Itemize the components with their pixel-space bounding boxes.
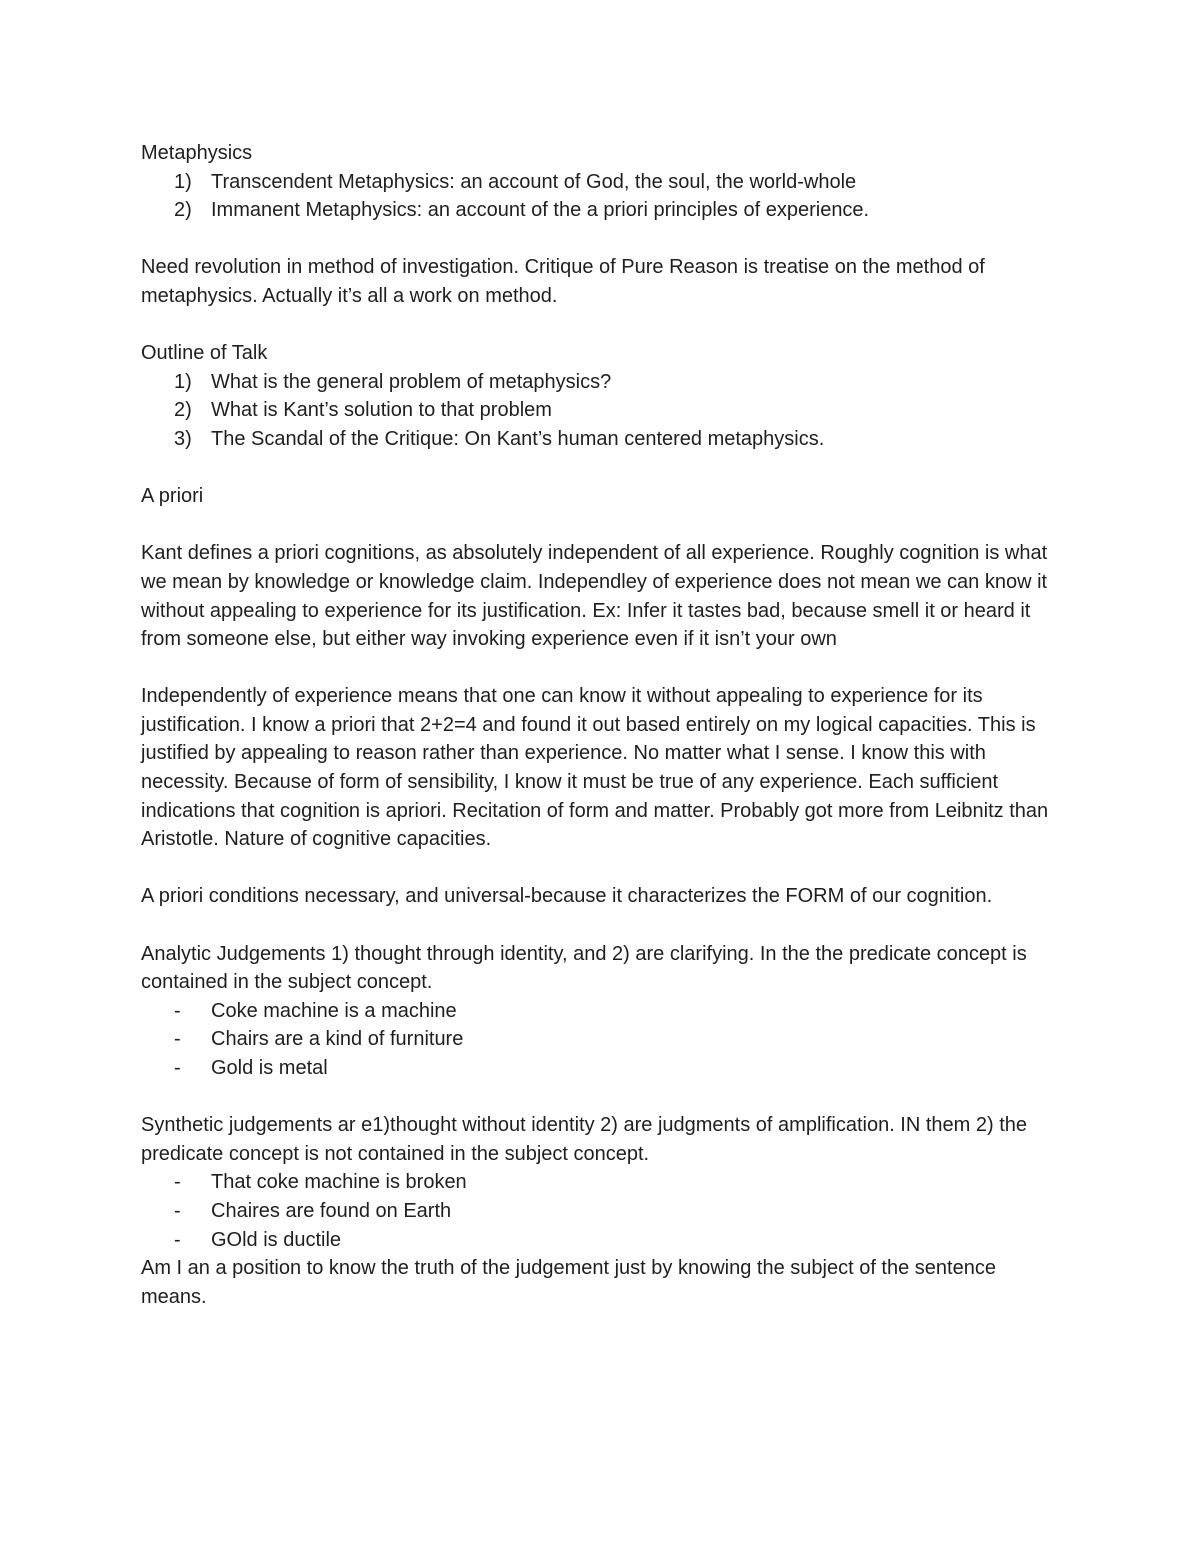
list-item [141, 1025, 1061, 1054]
metaphysics-list [141, 168, 1061, 225]
list-item-text: Gold is metal [211, 1057, 328, 1079]
list-item [141, 1054, 1061, 1083]
list-item-text: GOld is ductile [211, 1228, 342, 1251]
document-body [141, 139, 1061, 1311]
outline-heading: Outline of Talk [141, 342, 268, 365]
synthetic-intro: Synthetic judgements ar e1)thought without identity 2) are judgments of amplification. IN them 2) the predicate concept is not contained in the subject concept. [141, 1114, 1028, 1165]
list-marker: - [174, 1057, 181, 1079]
a-priori-paragraph-2: Independently of experience means that one can know it without appealing to experience for its justification. I know a priori that 2+2=4 and found it out based entirely on my logical capacities. This is justified by appealing to reason rather than experience. No matter what I sense. I know this with necessity. Because of form of sensibility, I know it must be true of any experience. Each sufficient indications that cognition is apriori. Recitation of form and matter. Probably got more from Leibnitz than Aristotle. Nature of cognitive capacities. [141, 685, 1049, 851]
a-priori-paragraph-1: Kant defines a priori cognitions, as absolutely independent of all experience. Roughly cognition is what we mean by knowledge or knowledge claim. Independley of experience does not mean we can know it without appealing to experience for its justification. Ex: Infer it tastes bad, because smell it or heard it from someone else, but either way invoking experience even if it isn’t your own [141, 542, 1048, 651]
list-marker: 3) [174, 427, 192, 450]
list-marker: 1) [174, 170, 192, 193]
list-marker: - [174, 1228, 181, 1251]
list-item [141, 1226, 1061, 1255]
list-item [141, 368, 1061, 397]
list-item-text: Chaires are found on Earth [211, 1199, 452, 1222]
list-item [141, 196, 1061, 225]
list-item [141, 997, 1061, 1026]
list-item-text: That coke machine is broken [211, 1171, 467, 1194]
list-item-text: Chairs are a kind of furniture [211, 1028, 464, 1051]
list-marker: 2) [174, 399, 192, 422]
list-item-text: What is the general problem of metaphysics? [211, 370, 612, 393]
a-priori-paragraph-3: A priori conditions necessary, and universal-because it characterizes the FORM of our cognition. [141, 885, 993, 908]
list-item-text: Transcendent Metaphysics: an account of God, the soul, the world-whole [211, 170, 857, 193]
spacer [141, 1083, 1061, 1112]
spacer [141, 454, 1061, 483]
analytic-examples-list [141, 997, 1061, 1083]
list-item-text: Immanent Metaphysics: an account of the a priori principles of experience. [211, 199, 870, 222]
spacer [141, 654, 1061, 683]
spacer [141, 911, 1061, 940]
list-marker: - [174, 1171, 181, 1194]
spacer [141, 311, 1061, 340]
revolution-paragraph: Need revolution in method of investigation. Critique of Pure Reason is treatise on the method of metaphysics. Actually it’s all a work on method. [141, 256, 985, 307]
list-item [141, 1168, 1061, 1197]
list-item [141, 168, 1061, 197]
list-item [141, 425, 1061, 454]
synthetic-examples-list [141, 1168, 1061, 1254]
spacer [141, 511, 1061, 540]
list-marker: 2) [174, 199, 192, 222]
spacer [141, 225, 1061, 254]
list-marker: - [174, 1199, 181, 1222]
list-item [141, 1197, 1061, 1226]
list-item-text: The Scandal of the Critique: On Kant’s human centered metaphysics. [211, 427, 825, 450]
list-marker: 1) [174, 370, 192, 393]
list-item [141, 396, 1061, 425]
list-item-text: Coke machine is a machine [211, 999, 457, 1022]
list-item-text: What is Kant’s solution to that problem [211, 399, 552, 422]
list-marker: - [174, 999, 181, 1022]
a-priori-heading: A priori [141, 485, 204, 508]
metaphysics-heading: Metaphysics [141, 142, 253, 164]
list-marker: - [174, 1028, 181, 1051]
spacer [141, 854, 1061, 883]
analytic-intro: Analytic Judgements 1) thought through identity, and 2) are clarifying. In the the predicate concept is contained in the subject concept. [141, 942, 1027, 994]
closing-question: Am I an a position to know the truth of the judgement just by knowing the subject of the sentence means. [141, 1257, 996, 1308]
outline-list [141, 368, 1061, 454]
